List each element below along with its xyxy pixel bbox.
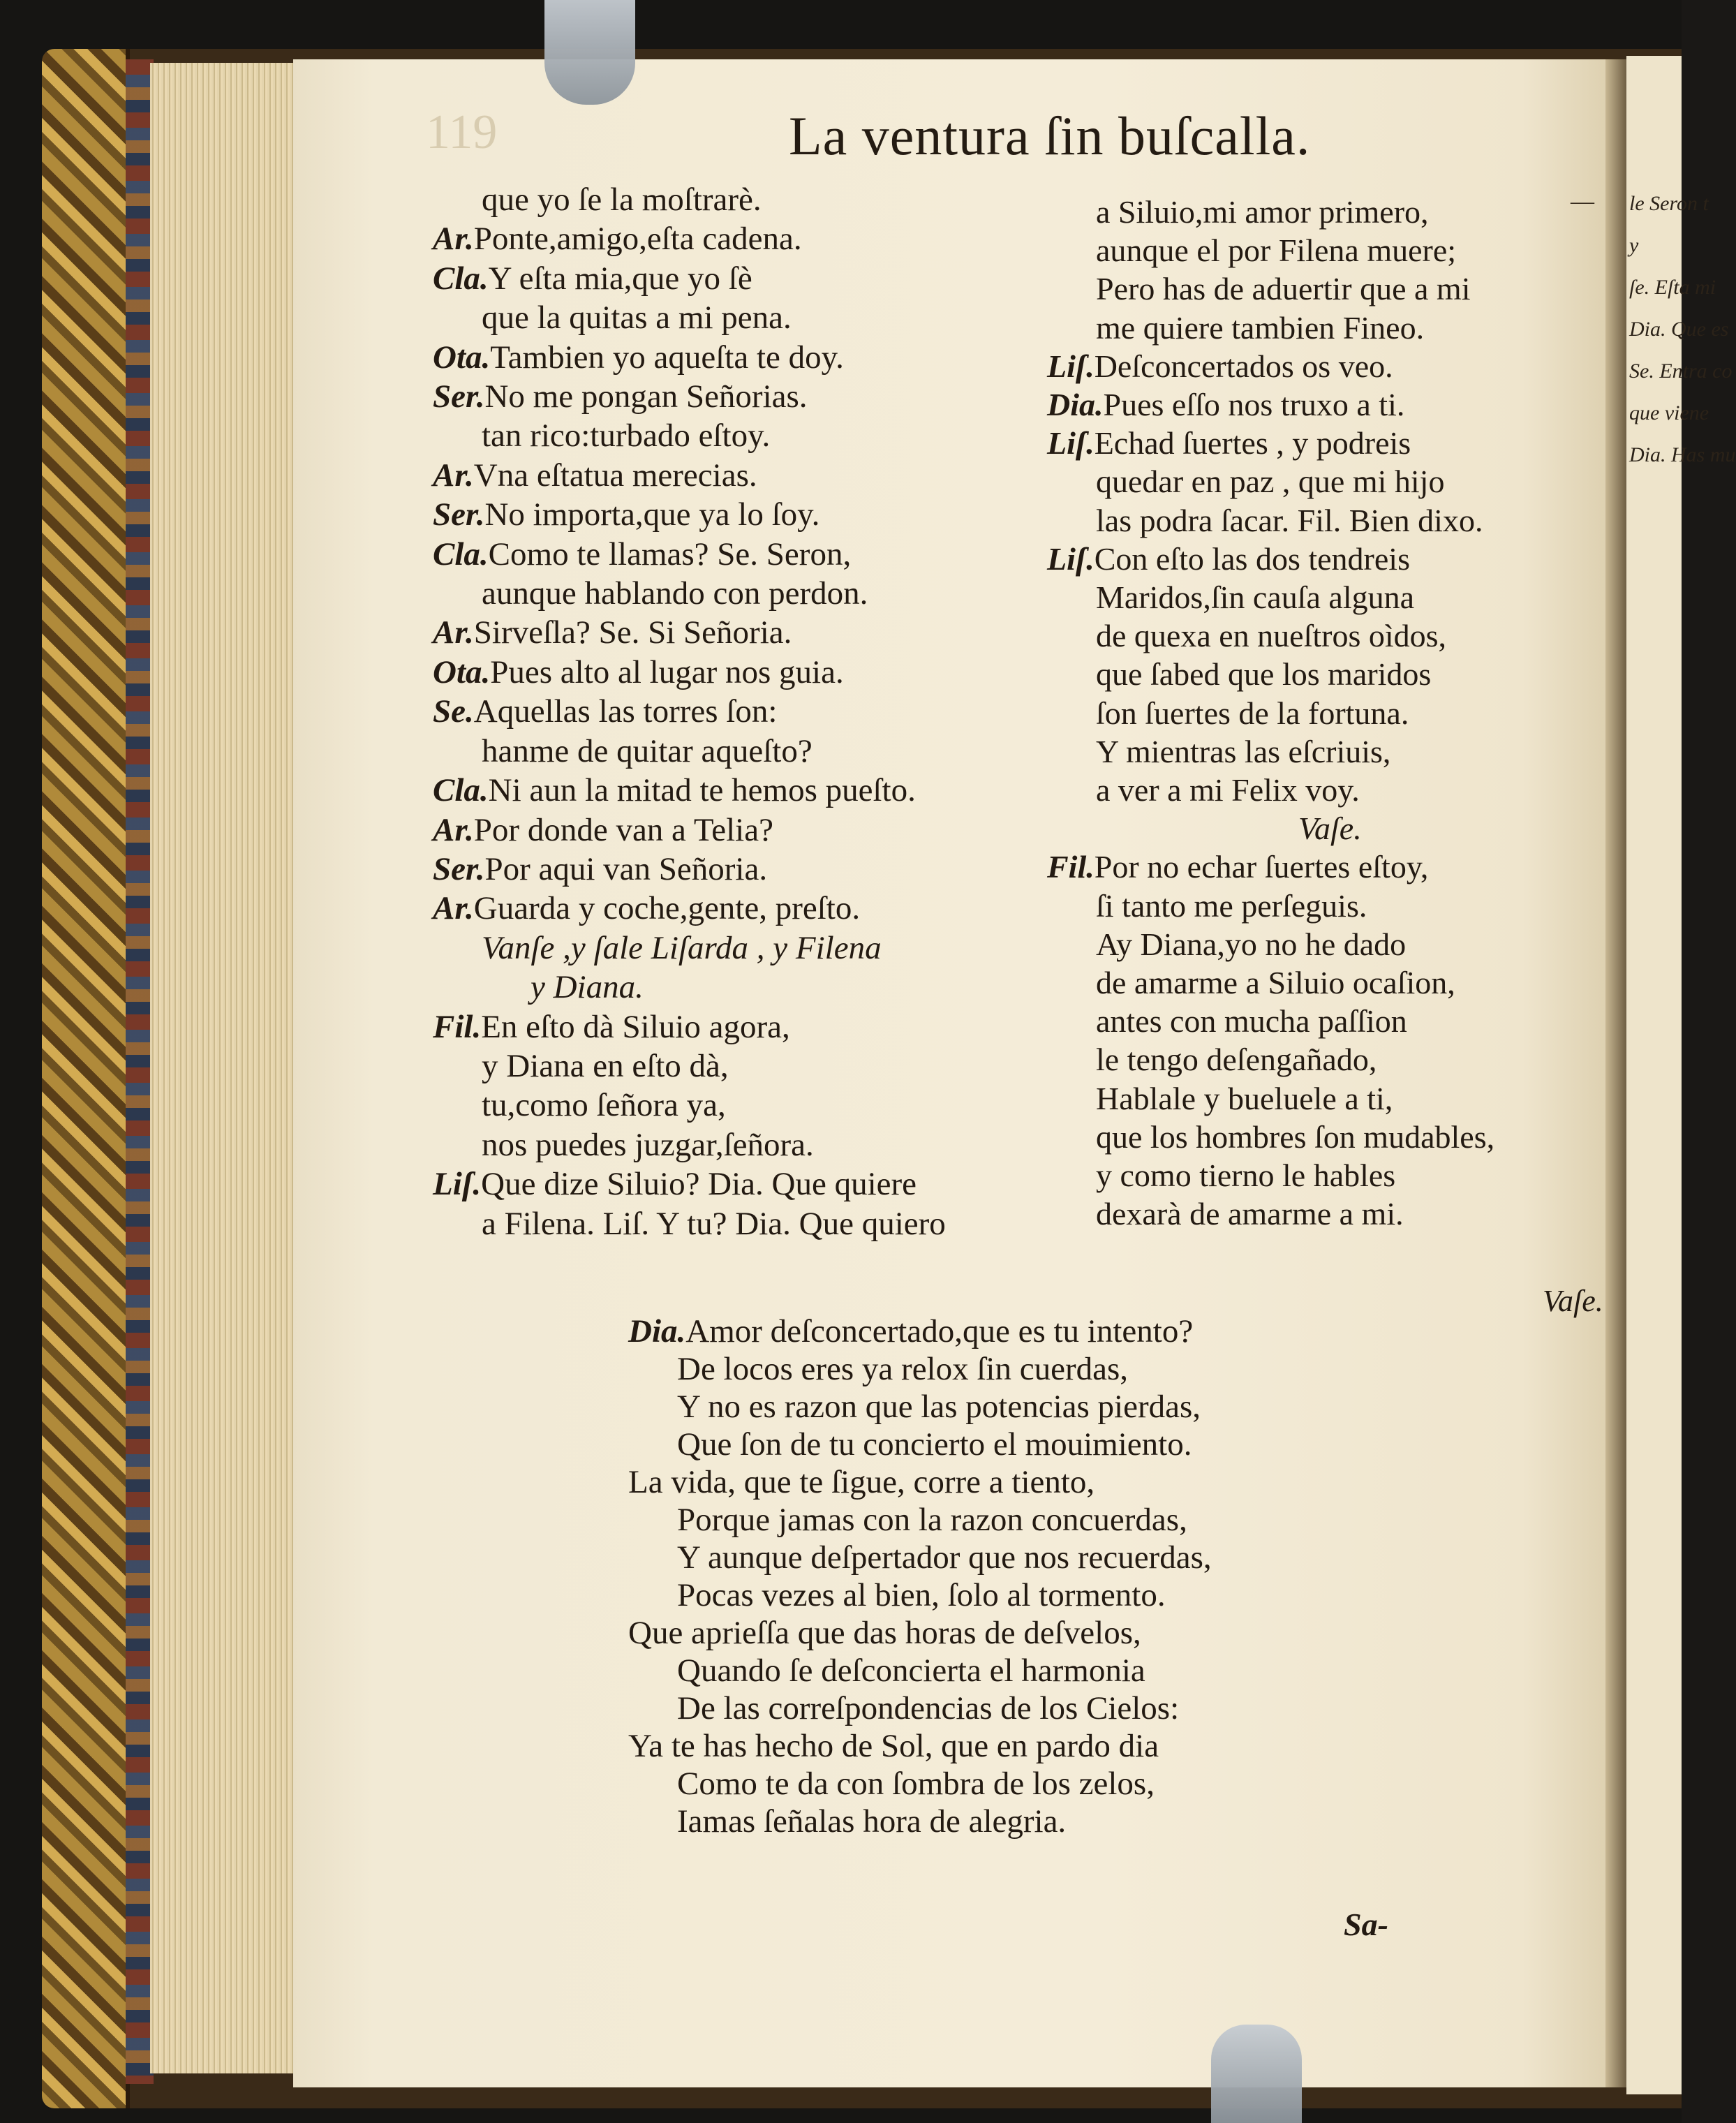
verse-text: La vida, que te ſigue, corre a tiento, [628, 1464, 1095, 1500]
text-line [433, 377, 946, 416]
verse-text: Pero has de aduertir que a mi [1096, 271, 1471, 307]
text-line [1047, 809, 1494, 848]
speaker-label: Ar. [433, 811, 474, 848]
verse-text: Que dize Siluio? Dia. Que quiere [481, 1166, 917, 1203]
text-line [433, 968, 946, 1007]
speaker-label: Ar. [433, 890, 474, 927]
verse-text: aunque el por Filena muere; [1096, 232, 1457, 269]
verse-text: quedar en paz , que mi hijo [1096, 464, 1445, 500]
verse-text: tan rico:turbado eſtoy. [482, 417, 771, 454]
text-line [433, 850, 946, 889]
verse-text: las podra ſacar. Fil. Bien dixo. [1096, 502, 1483, 538]
verse-text: Echad ſuertes , y podreis [1094, 425, 1411, 461]
text-line [1047, 732, 1494, 771]
text-line [1047, 424, 1494, 462]
speaker-label: Liſ. [433, 1166, 482, 1203]
speaker-label: Ota. [433, 653, 491, 690]
text-line [433, 771, 946, 810]
facing-page-text: le Seron t [1629, 192, 1709, 215]
text-line [1047, 848, 1494, 886]
text-line [433, 1086, 946, 1125]
facing-page-text: y [1629, 234, 1639, 257]
speaker-label: Liſ. [1047, 425, 1095, 461]
sonnet-line [628, 1312, 1212, 1350]
text-line [1047, 231, 1494, 269]
verse-text: que los hombres ſon mudables, [1096, 1118, 1495, 1155]
verse-text: Ay Diana,yo no he dado [1096, 926, 1407, 962]
text-line [433, 259, 946, 298]
verse-text: a ver a mi Felix voy. [1096, 772, 1360, 808]
verse-text: y Diana en eſto dà, [482, 1047, 729, 1084]
speaker-label: Ota. [433, 339, 491, 376]
speaker-label: Liſ. [1047, 348, 1095, 384]
book-clip-top [544, 0, 635, 105]
gilt-spine-edge [42, 49, 130, 2108]
text-line [433, 1125, 946, 1164]
verse-text: Sirveſla? Se. Si Señoria. [473, 614, 792, 651]
text-line [1047, 540, 1494, 578]
verse-text: Ni aun la mitad te hemos pueſto. [488, 772, 916, 809]
catchword: Sa- [1344, 1907, 1388, 1942]
verse-text: Iamas ſeñalas hora de alegria. [677, 1803, 1067, 1840]
verse-text: tu,como ſeñora ya, [482, 1087, 726, 1124]
verse-text: dexarà de amarme a mi. [1096, 1196, 1404, 1232]
facing-page-text: Se. Entra co [1629, 360, 1733, 383]
verse-text: Y mientras las eſcriuis, [1096, 733, 1391, 769]
marbled-edge [126, 59, 154, 2084]
left-text-column [433, 180, 946, 1243]
text-line [433, 1164, 946, 1204]
text-line [433, 653, 946, 692]
verse-text: le tengo deſengañado, [1096, 1042, 1377, 1078]
verse-text: Ya te has hecho de Sol, que en pardo dia [628, 1728, 1159, 1764]
speaker-label: Ar. [433, 221, 474, 258]
verse-text: Hablale y bueluele a ti, [1096, 1080, 1393, 1116]
stage-direction-exit: Vaſe. [1543, 1284, 1603, 1318]
verse-text: Quando ſe deſconcierta el harmonia [677, 1652, 1145, 1689]
speaker-label: Ar. [433, 614, 474, 651]
sonnet-line [628, 1689, 1212, 1727]
facing-page-text: que viene [1629, 401, 1709, 424]
text-line [433, 574, 946, 613]
text-line [1047, 309, 1494, 347]
text-line [1047, 963, 1494, 1002]
sonnet-line [628, 1727, 1212, 1765]
speaker-label: Fil. [1047, 849, 1095, 885]
verse-text: No me pongan Señorias. [484, 378, 808, 415]
verse-text: Vna eſtatua merecias. [473, 457, 757, 494]
sonnet-line [628, 1652, 1212, 1689]
verse-text: De locos eres ya relox ſin cuerdas, [677, 1351, 1128, 1387]
verse-text: a Siluio,mi amor primero, [1096, 194, 1429, 230]
verse-text: De las correſpondencias de los Cielos: [677, 1690, 1180, 1726]
text-line [433, 456, 946, 495]
text-line [433, 732, 946, 771]
sonnet-line [628, 1765, 1212, 1803]
verse-text: Ponte,amigo,eſta cadena. [473, 221, 802, 258]
text-line [433, 298, 946, 337]
text-line [1047, 347, 1494, 385]
facing-page-fragment [1626, 56, 1736, 2094]
verse-text: En eſto dà Siluio agora, [481, 1008, 790, 1045]
text-line [433, 495, 946, 534]
verse-text: Como te llamas? Se. Seron, [488, 535, 852, 572]
text-line [1047, 193, 1494, 231]
verse-text: Y no es razon que las potencias pierdas, [677, 1389, 1201, 1425]
verse-text: me quiere tambien Fineo. [1096, 309, 1425, 346]
text-line [433, 535, 946, 574]
speaker-label: Cla. [433, 535, 489, 572]
verse-text: Pocas vezes al bien, ſolo al tormento. [677, 1577, 1166, 1613]
sonnet-line [628, 1501, 1212, 1539]
speaker-label: Ar. [433, 457, 474, 494]
margin-mark: — [1571, 188, 1594, 214]
folio-number: 119 [426, 105, 498, 159]
verse-text: Que ſon de tu concierto el mouimiento. [677, 1426, 1192, 1463]
text-line [1047, 578, 1494, 616]
facing-page-text: ſe. Eſta mi [1629, 276, 1716, 299]
verse-text: a Filena. Liſ. Y tu? Dia. Que quiero [482, 1205, 946, 1242]
sonnet-line [628, 1350, 1212, 1388]
speaker-label: Cla. [433, 260, 489, 297]
text-line [433, 811, 946, 850]
book-clip-bottom [1211, 2025, 1302, 2123]
verse-text: Aquellas las torres ſon: [473, 693, 778, 730]
text-line [1047, 1002, 1494, 1040]
text-line [433, 1007, 946, 1046]
sonnet-line [628, 1576, 1212, 1614]
verse-text: nos puedes juzgar,ſeñora. [482, 1126, 814, 1163]
text-line [1047, 462, 1494, 501]
verse-text: Y eſta mia,que yo ſè [488, 260, 752, 297]
sonnet [628, 1312, 1212, 1840]
verse-text: No importa,que ya lo ſoy. [484, 496, 820, 533]
verse-text: Maridos,ſin cauſa alguna [1096, 579, 1415, 616]
text-line [1047, 616, 1494, 655]
speaker-label: Liſ. [1047, 540, 1095, 577]
verse-text: Porque jamas con la razon concuerdas, [677, 1502, 1187, 1538]
sonnet-line [628, 1803, 1212, 1840]
verse-text: Tambien yo aqueſta te doy. [490, 339, 844, 376]
verse-text: Pues alto al lugar nos guia. [490, 653, 844, 690]
sonnet-line [628, 1426, 1212, 1463]
verse-text: Con eſto las dos tendreis [1094, 540, 1410, 577]
page-stack-edges [150, 63, 304, 2073]
speaker-label: Cla. [433, 772, 489, 809]
verse-text: Y aunque deſpertador que nos recuerdas, [677, 1539, 1212, 1576]
verse-text: Que aprieſſa que das horas de deſvelos, [628, 1615, 1141, 1651]
facing-page-text: Dia. Que es [1629, 318, 1729, 341]
text-line [1047, 1079, 1494, 1118]
verse-text: Como te da con ſombra de los zelos, [677, 1766, 1155, 1802]
verse-text: Por no echar ſuertes eſtoy, [1094, 849, 1429, 885]
verse-text: ſi tanto me perſeguis. [1096, 887, 1367, 924]
text-line [1047, 925, 1494, 963]
sonnet-line [628, 1388, 1212, 1426]
running-head: La ventura ſin buſcalla. [789, 105, 1311, 166]
verse-text: hanme de quitar aqueſto? [482, 732, 813, 769]
verse-text: de quexa en nueſtros oìdos, [1096, 618, 1447, 654]
text-line [433, 338, 946, 377]
text-line [433, 929, 946, 968]
stage-direction: y Diana. [531, 969, 644, 1006]
verse-text: que yo ſe la moſtrarè. [482, 182, 762, 218]
text-line [1047, 887, 1494, 925]
speaker-label: Fil. [433, 1008, 482, 1045]
speaker-label: Ser. [433, 850, 485, 887]
text-line [1047, 269, 1494, 308]
facing-page-text: Dia. Has mu [1629, 443, 1736, 466]
text-line [433, 180, 946, 219]
text-line [1047, 1040, 1494, 1079]
text-line [1047, 771, 1494, 809]
sonnet-line [628, 1539, 1212, 1576]
text-line [433, 1046, 946, 1086]
verse-text: ſon ſuertes de la fortuna. [1096, 695, 1409, 731]
text-line [1047, 655, 1494, 693]
speaker-label: Dia. [628, 1313, 686, 1349]
text-line [1047, 1194, 1494, 1233]
verse-text: antes con mucha paſſion [1096, 1003, 1407, 1040]
verse-text: Deſconcertados os veo. [1094, 348, 1393, 384]
verse-text: Por aqui van Señoria. [484, 850, 768, 887]
text-line [433, 1204, 946, 1243]
sonnet-line [628, 1614, 1212, 1652]
stage-direction: Vanſe ,y ſale Liſarda , y Filena [482, 929, 882, 966]
text-line [1047, 694, 1494, 732]
stage-direction: Vaſe. [1298, 811, 1362, 847]
verse-text: Por donde van a Telia? [473, 811, 773, 848]
verse-text: Amor deſconcertado,que es tu intento? [685, 1313, 1194, 1349]
text-line [433, 889, 946, 928]
right-text-column [1047, 193, 1494, 1233]
speaker-label: Se. [433, 693, 474, 730]
text-line [1047, 501, 1494, 540]
speaker-label: Ser. [433, 378, 485, 415]
text-line [1047, 385, 1494, 424]
verse-text: que la quitas a mi pena. [482, 299, 792, 336]
text-line [433, 692, 946, 731]
text-line [433, 416, 946, 455]
sonnet-line [628, 1463, 1212, 1501]
verse-text: que ſabed que los maridos [1096, 656, 1432, 693]
text-line [1047, 1156, 1494, 1194]
verse-text: y como tierno le hables [1096, 1157, 1396, 1194]
verse-text: aunque hablando con perdon. [482, 575, 868, 612]
speaker-label: Dia. [1047, 387, 1104, 423]
verse-text: Guarda y coche,gente, preſto. [473, 890, 861, 927]
verse-text: Pues eſſo nos truxo a ti. [1103, 387, 1405, 423]
text-line [433, 219, 946, 258]
text-line [1047, 1118, 1494, 1156]
text-line [433, 613, 946, 652]
speaker-label: Ser. [433, 496, 485, 533]
verse-text: de amarme a Siluio ocaſion, [1096, 965, 1455, 1001]
